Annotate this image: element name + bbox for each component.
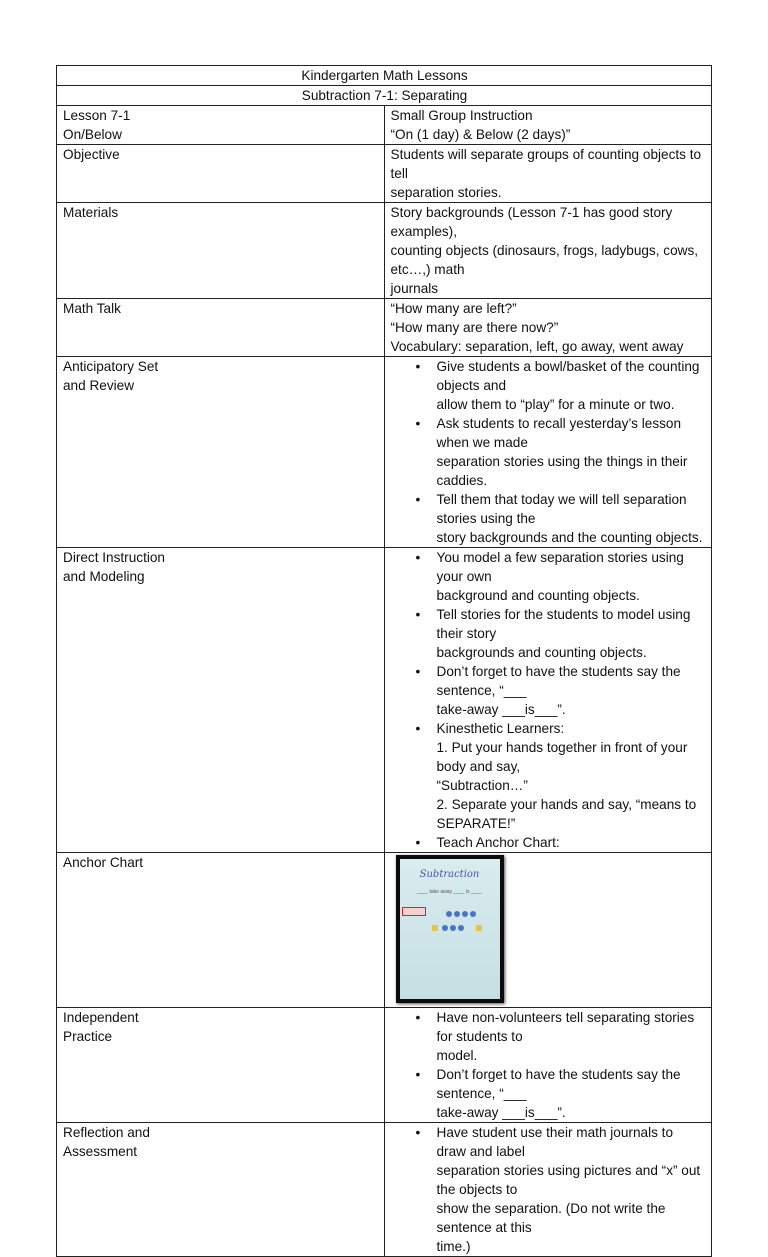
bullet-line: take-away ___is___”. xyxy=(436,702,566,717)
label-line: Lesson 7-1 xyxy=(63,108,131,123)
blue-counter-icon xyxy=(470,911,476,917)
yellow-counter-icon xyxy=(432,925,438,931)
red-label-tag xyxy=(402,907,426,916)
content-line: journals xyxy=(390,281,439,296)
content-line: “How many are there now?” xyxy=(390,320,559,335)
header-row xyxy=(57,66,712,86)
row-content xyxy=(384,203,712,299)
bullet-line: take-away ___is___”. xyxy=(436,1105,566,1120)
row-reflection-assessment xyxy=(57,1123,712,1257)
chart-paper xyxy=(400,859,500,999)
bullet-line: background and counting objects. xyxy=(436,588,640,603)
bullet-line: • Have student use their math journals to draw and label xyxy=(436,1125,674,1159)
bullet-line: show the separation. (Do not write the sentence at this xyxy=(436,1201,666,1235)
bullet-line: 1. Put your hands together in front of your body and say, xyxy=(436,740,688,774)
row-content xyxy=(384,1008,712,1123)
anchor-chart-photo xyxy=(396,855,504,1003)
blue-counter-icon xyxy=(442,925,448,931)
bullet-item xyxy=(437,357,707,414)
blue-counter-icon xyxy=(446,911,452,917)
row-label xyxy=(57,548,385,853)
bullet-line: 2. Separate your hands and say, “means to SEPARATE!” xyxy=(436,797,697,831)
blue-counter-icon xyxy=(462,911,468,917)
bullet-item xyxy=(437,1123,707,1256)
chart-photo-title: Subtraction xyxy=(419,869,480,880)
row-direct-instruction xyxy=(57,548,712,853)
bullet-item xyxy=(437,719,707,833)
chart-photo-sentence: ____ take away ____ is ____ xyxy=(416,889,483,895)
lesson-subtitle: Subtraction 7-1: Separating xyxy=(57,86,712,106)
bullet-item xyxy=(437,833,707,852)
row-independent-practice xyxy=(57,1008,712,1123)
bullet-item xyxy=(437,548,707,605)
label-line: Direct Instruction xyxy=(63,550,165,565)
row-anticipatory-set xyxy=(57,357,712,548)
content-line: Small Group Instruction xyxy=(390,108,533,123)
lesson-table xyxy=(56,65,712,1257)
row-objective xyxy=(57,145,712,203)
row-label xyxy=(57,106,385,145)
content-line: counting objects (dinosaurs, frogs, ladybugs, cows, etc…,) math xyxy=(390,243,699,277)
bullet-line: “Subtraction…” xyxy=(436,778,528,793)
bullet-line: backgrounds and counting objects. xyxy=(436,645,647,660)
label-line: On/Below xyxy=(63,127,122,142)
row-content xyxy=(384,853,712,1008)
bullet-item xyxy=(437,414,707,490)
bullet-line: story backgrounds and the counting objects. xyxy=(436,530,703,545)
label-line: and Review xyxy=(63,378,135,393)
row-math-talk xyxy=(57,299,712,357)
bullet-list xyxy=(391,357,707,547)
label-line: Anticipatory Set xyxy=(63,359,159,374)
bullet-list xyxy=(391,1008,707,1122)
bullet-line: • Tell stories for the students to model using their story xyxy=(436,607,691,641)
bullet-list xyxy=(391,548,707,852)
row-materials xyxy=(57,203,712,299)
blue-counter-icon xyxy=(450,925,456,931)
content-line: “How many are left?” xyxy=(390,301,517,316)
label-line: Reflection and xyxy=(63,1125,150,1140)
label-line: and Modeling xyxy=(63,569,145,584)
row-label: Anchor Chart xyxy=(57,853,385,1008)
row-lesson xyxy=(57,106,712,145)
content-line: separation stories. xyxy=(390,185,502,200)
row-label: Objective xyxy=(57,145,385,203)
content-line: Students will separate groups of counting objects to tell xyxy=(390,147,702,181)
row-label: Materials xyxy=(57,203,385,299)
bullet-line: time.) xyxy=(436,1239,471,1254)
content-line: “On (1 day) & Below (2 days)” xyxy=(390,127,571,142)
row-label xyxy=(57,357,385,548)
bullet-line: allow them to “play” for a minute or two. xyxy=(436,397,675,412)
content-line: Story backgrounds (Lesson 7-1 has good story examples), xyxy=(390,205,673,239)
bullet-line: • Ask students to recall yesterday’s lesson when we made xyxy=(436,416,682,450)
bullet-item xyxy=(437,1008,707,1065)
bullet-line: • Kinesthetic Learners: xyxy=(436,721,565,736)
bullet-item xyxy=(437,662,707,719)
bullet-item xyxy=(437,605,707,662)
bullet-list xyxy=(391,1123,707,1256)
bullet-line: • Give students a bowl/basket of the counting objects and xyxy=(436,359,700,393)
bullet-line: • You model a few separation stories using your own xyxy=(436,550,684,584)
row-label xyxy=(57,1123,385,1257)
lesson-title: Kindergarten Math Lessons xyxy=(57,66,712,86)
row-content xyxy=(384,357,712,548)
row-content xyxy=(384,106,712,145)
bullet-line: • Have non-volunteers tell separating stories for students to xyxy=(436,1010,695,1044)
bullet-line: separation stories using pictures and “x” out the objects to xyxy=(436,1163,701,1197)
row-label: Math Talk xyxy=(57,299,385,357)
bullet-line: • Teach Anchor Chart: xyxy=(436,835,560,850)
bullet-item xyxy=(437,1065,707,1122)
row-anchor-chart xyxy=(57,853,712,1008)
blue-counter-icon xyxy=(458,925,464,931)
label-line: Practice xyxy=(63,1029,113,1044)
bullet-line: • Don’t forget to have the students say the sentence, “___ xyxy=(436,1067,681,1101)
blue-counter-icon xyxy=(454,911,460,917)
yellow-counter-icon xyxy=(476,925,482,931)
bullet-line: • Tell them that today we will tell separation stories using the xyxy=(436,492,687,526)
label-line: Assessment xyxy=(63,1144,138,1159)
row-content xyxy=(384,548,712,853)
label-line: Independent xyxy=(63,1010,139,1025)
bullet-line: separation stories using the things in their caddies. xyxy=(436,454,688,488)
row-label xyxy=(57,1008,385,1123)
bullet-line: • Don’t forget to have the students say the sentence, “___ xyxy=(436,664,681,698)
bullet-item xyxy=(437,490,707,547)
bullet-line: model. xyxy=(436,1048,478,1063)
subheader-row xyxy=(57,86,712,106)
row-content xyxy=(384,145,712,203)
row-content xyxy=(384,1123,712,1257)
content-line: Vocabulary: separation, left, go away, went away xyxy=(390,339,684,354)
row-content xyxy=(384,299,712,357)
